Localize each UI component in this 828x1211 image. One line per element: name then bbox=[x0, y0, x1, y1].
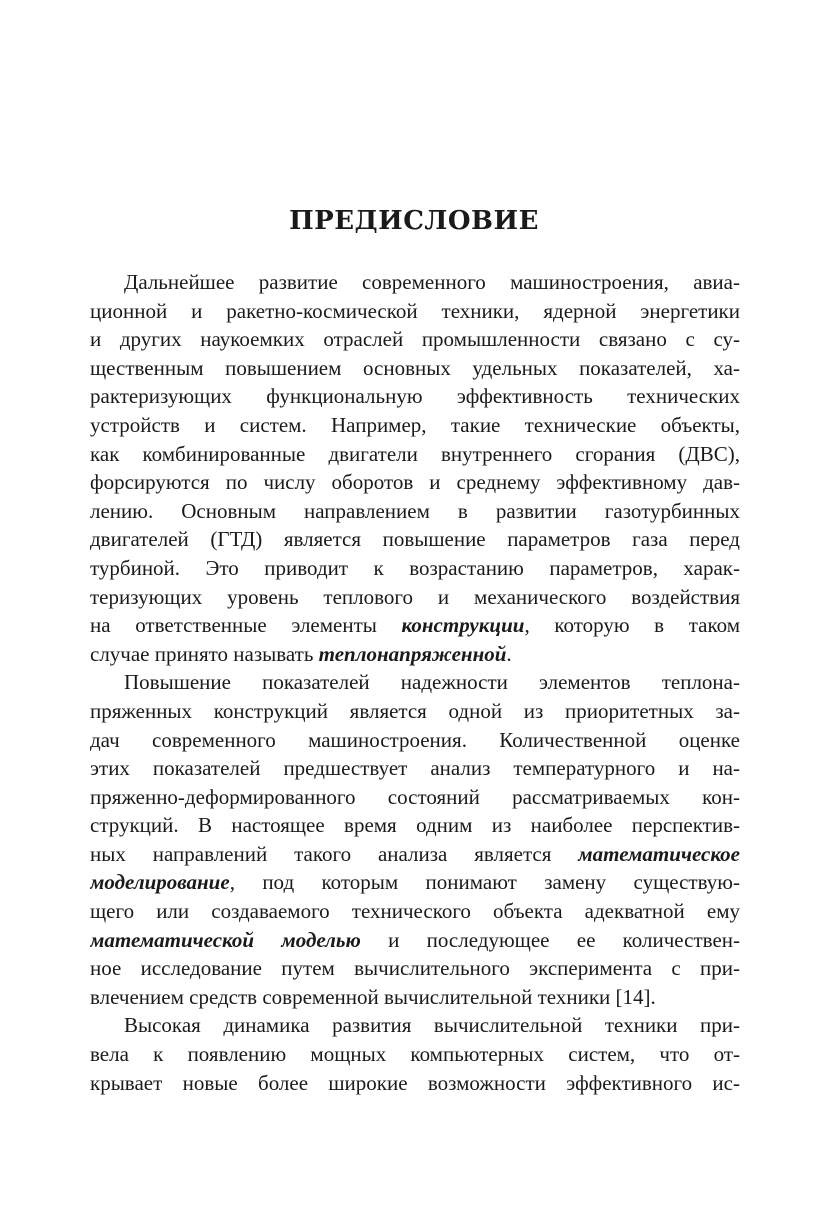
preface-body bbox=[90, 268, 740, 1097]
text-line: теризующих уровень теплового и механического воздействия bbox=[90, 584, 740, 609]
text-line bbox=[90, 926, 740, 955]
text-line: струкций. В настоящее время одним из наиболее перспектив- bbox=[90, 813, 740, 838]
text-line: форсируются по числу оборотов и среднему эффективному дав- bbox=[90, 470, 740, 495]
text-line: дач современного машиностроения. Количественной оценке bbox=[90, 727, 740, 752]
text-span: , под которым понимают замену существую- bbox=[229, 870, 740, 895]
text-line: щего или создаваемого технического объекта адекватной ему bbox=[90, 899, 740, 924]
emphasized-term: математическое bbox=[578, 841, 740, 866]
text-line: крывает новые более широкие возможности эффективного ис- bbox=[90, 1070, 740, 1095]
text-line: как комбинированные двигатели внутреннего сгорания (ДВС), bbox=[90, 441, 740, 466]
text-span: ных направлений такого анализа является bbox=[90, 841, 579, 866]
text-span: на ответственные элементы bbox=[90, 613, 402, 638]
text-line: влечением средств современной вычислительной техники [14]. bbox=[90, 984, 656, 1009]
text-line: ное исследование путем вычислительного эксперимента с при- bbox=[90, 956, 740, 981]
text-line bbox=[90, 868, 740, 897]
emphasized-term: моделирование bbox=[90, 870, 230, 895]
emphasized-term: математической моделью bbox=[90, 927, 361, 952]
text-span: случае принято называть bbox=[90, 641, 319, 666]
text-line bbox=[90, 611, 740, 640]
text-span: и последующее ее количествен- bbox=[360, 927, 740, 952]
text-line: Высокая динамика развития вычислительной техники при- bbox=[124, 1013, 740, 1038]
paragraph-1 bbox=[90, 268, 740, 668]
text-line: вела к появлению мощных компьютерных систем, что от- bbox=[90, 1042, 740, 1067]
text-line: устройств и систем. Например, такие технические объекты, bbox=[90, 412, 740, 437]
emphasized-term: теплонапряженной bbox=[318, 641, 507, 666]
text-line bbox=[90, 840, 740, 869]
text-line: двигателей (ГТД) является повышение параметров газа перед bbox=[90, 527, 740, 552]
text-line: лению. Основным направлением в развитии газотурбинных bbox=[90, 498, 740, 523]
text-line: ционной и ракетно-космической техники, ядерной энергетики bbox=[90, 298, 740, 323]
text-span: . bbox=[506, 641, 512, 666]
text-line: Повышение показателей надежности элементов теплона- bbox=[124, 670, 740, 695]
text-line: щественным повышением основных удельных показателей, ха- bbox=[90, 355, 740, 380]
text-line: пряженных конструкций является одной из приоритетных за- bbox=[90, 698, 740, 723]
text-span: , которую в таком bbox=[524, 613, 740, 638]
emphasized-term: конструкции bbox=[401, 613, 525, 638]
paragraph-2 bbox=[90, 668, 740, 1011]
text-line: турбиной. Это приводит к возрастанию параметров, харак- bbox=[90, 555, 740, 580]
text-line: Дальнейшее развитие современного машиностроения, авиа- bbox=[124, 270, 740, 294]
text-line: рактеризующих функциональную эффективность технических bbox=[90, 384, 740, 409]
paragraph-3 bbox=[90, 1011, 740, 1097]
text-line: этих показателей предшествует анализ температурного и на- bbox=[90, 756, 740, 781]
page-title: ПРЕДИСЛОВИЕ bbox=[289, 206, 539, 236]
text-line: и других наукоемких отраслей промышленности связано с су- bbox=[90, 327, 740, 352]
text-line bbox=[90, 640, 740, 669]
text-line: пряженно-деформированного состояний рассматриваемых кон- bbox=[90, 784, 740, 809]
